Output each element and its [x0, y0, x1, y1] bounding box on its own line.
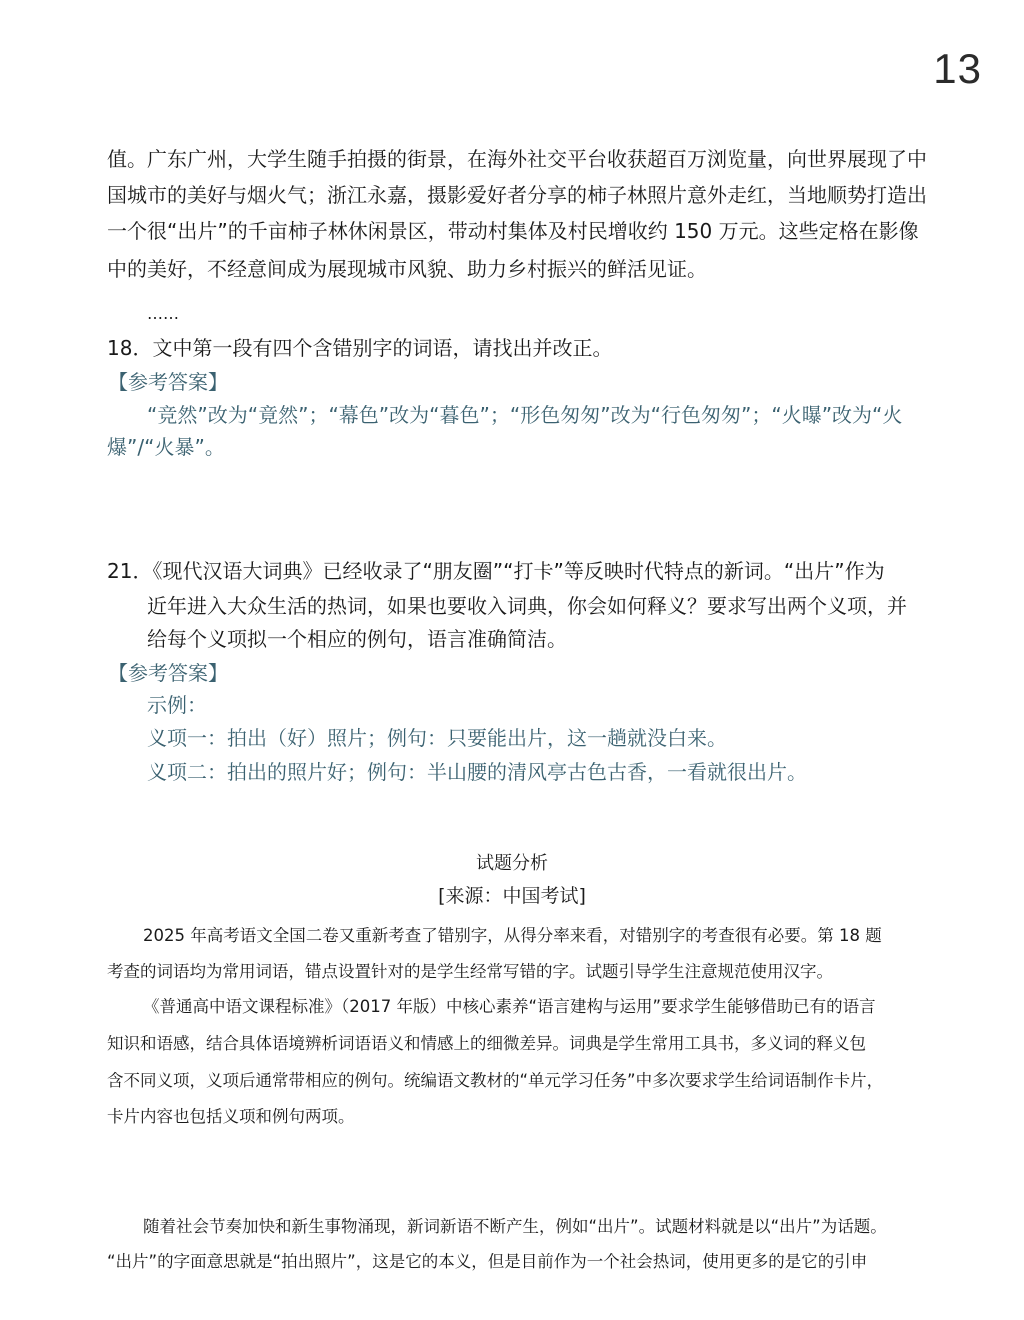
intro-line: 值。广东广州，大学生随手拍摄的街景，在海外社交平台收获超百万浏览量，向世界展现了中: [107, 147, 927, 171]
answer-line: “竞然”改为“竟然”；“幕色”改为“暮色”；“形色匆匆”改为“行色匆匆”；“火曝”改为“火: [147, 403, 903, 427]
analysis-line: 2025 年高考语文全国二卷又重新考查了错别字，从得分率来看，对错别字的考查很有必要。第 18 题: [143, 926, 882, 945]
analysis-title: 试题分析: [476, 853, 548, 874]
answer-label: 【参考答案】: [108, 661, 228, 685]
analysis-line: 含不同义项，义项后通常带相应的例句。统编语文教材的“单元学习任务”中多次要求学生给词语制作卡片，: [107, 1071, 884, 1090]
analysis-line: 《普通高中语文课程标准》（2017 年版）中核心素养“语言建构与运用”要求学生能够借助已有的语言: [143, 997, 876, 1016]
page-number: 13: [933, 45, 982, 92]
analysis-source: [来源：中国考试]: [438, 885, 586, 907]
analysis-line: 知识和语感，结合具体语境辨析词语语义和情感上的细微差异。词典是学生常用工具书，多义词的释义包: [107, 1034, 866, 1053]
question-21-line: 近年进入大众生活的热词，如果也要收入词典，你会如何释义？要求写出两个义项，并: [147, 594, 907, 618]
answer-line: 爆”/“火暴”。: [107, 435, 225, 459]
analysis-line: “出片”的字面意思就是“拍出照片”，这是它的本义，但是目前作为一个社会热词，使用更多的是它的引申: [107, 1252, 868, 1271]
intro-line: 中的美好，不经意间成为展现城市风貌、助力乡村振兴的鲜活见证。: [107, 257, 707, 281]
question-18-text: 18．文中第一段有四个含错别字的词语，请找出并改正。: [107, 336, 613, 360]
intro-line: 国城市的美好与烟火气；浙江永嘉，摄影爱好者分享的柿子林照片意外走红，当地顺势打造出: [107, 183, 927, 207]
question-21-line: 21．《现代汉语大词典》已经收录了“朋友圈”“打卡”等反映时代特点的新词。“出片”作为: [107, 559, 885, 583]
answer-line: 示例：: [147, 693, 207, 717]
analysis-line: 考查的词语均为常用词语，错点设置针对的是学生经常写错的字。试题引导学生注意规范使用汉字。: [107, 962, 833, 981]
answer-line: 义项二：拍出的照片好；例句：半山腰的清风亭古色古香，一看就很出片。: [147, 760, 807, 784]
question-21-line: 给每个义项拟一个相应的例句，语言准确简洁。: [147, 627, 567, 651]
answer-line: 义项一：拍出（好）照片；例句：只要能出片，这一趟就没白来。: [147, 726, 727, 750]
answer-label: 【参考答案】: [108, 370, 228, 394]
intro-line: 一个很“出片”的千亩柿子林休闲景区，带动村集体及村民增收约 150 万元。这些定格在影像: [107, 219, 919, 243]
analysis-line: 卡片内容也包括义项和例句两项。: [107, 1107, 355, 1126]
analysis-line: 随着社会节奏加快和新生事物涌现，新词新语不断产生，例如“出片”。试题材料就是以“出片”为话题。: [143, 1217, 887, 1236]
ellipsis: ……: [147, 304, 179, 323]
